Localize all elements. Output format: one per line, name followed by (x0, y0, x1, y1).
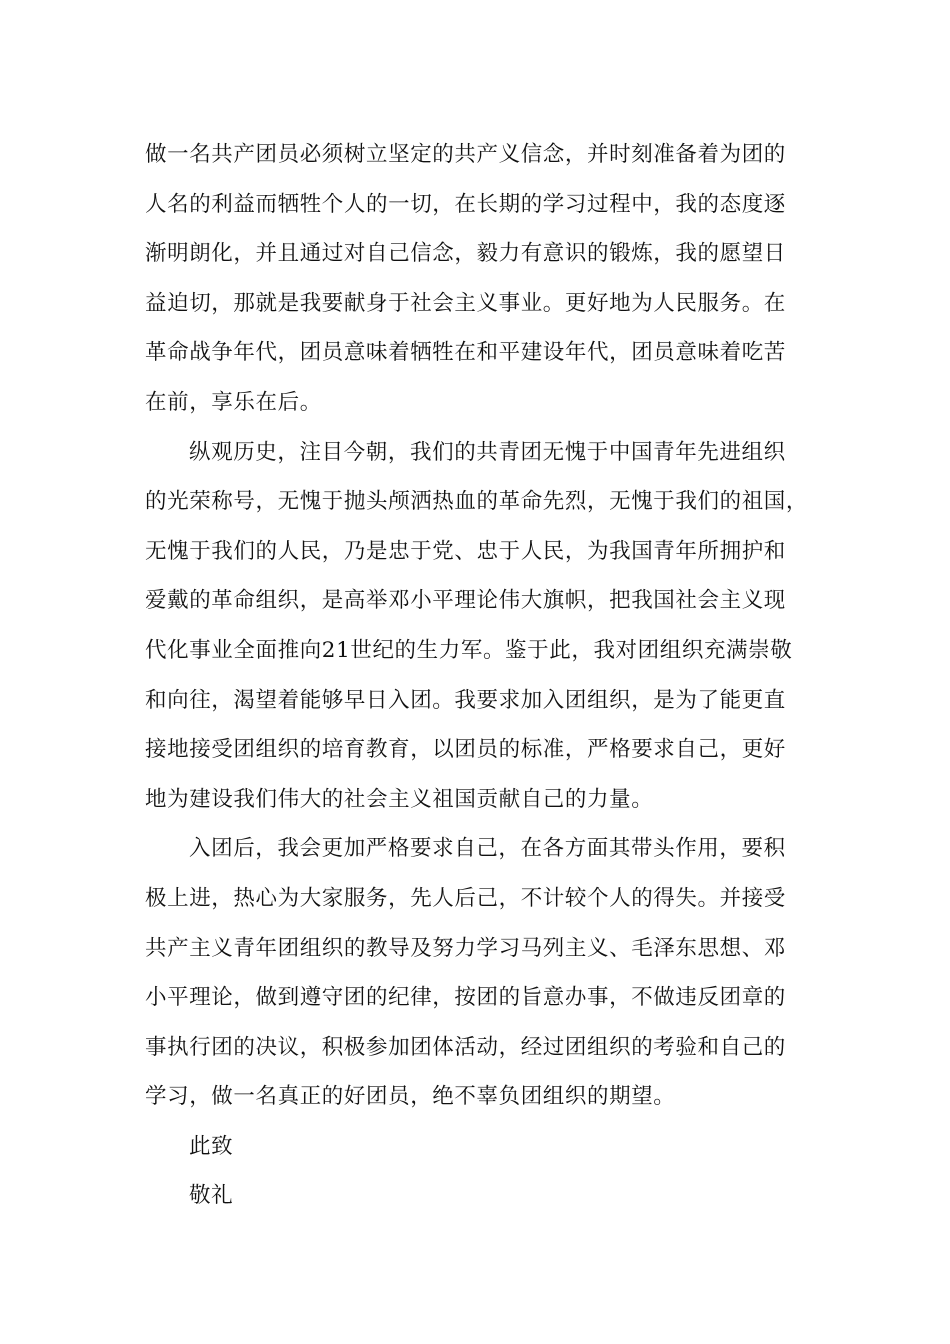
closing-salutation: 此致 (189, 1133, 234, 1159)
paragraph-line: 和向往，渴望着能够早日入团。我要求加入团组织，是为了能更直 (145, 687, 786, 713)
paragraph-line: 的光荣称号，无愧于抛头颅洒热血的革命先烈，无愧于我们的祖国， (145, 489, 809, 515)
closing-regards: 敬礼 (189, 1183, 234, 1209)
paragraph-1 (145, 130, 817, 428)
paragraph-3 (145, 824, 817, 1122)
paragraph-line: 爱戴的革命组织，是高举邓小平理论伟大旗帜，把我国社会主义现 (145, 588, 786, 614)
paragraph-line: 纵观历史，注目今朝，我们的共青团无愧于中国青年先进组织 (189, 439, 786, 465)
paragraph-line: 无愧于我们的人民，乃是忠于党、忠于人民，为我国青年所拥护和 (145, 538, 786, 564)
paragraph-line: 代化事业全面推向21世纪的生力军。鉴于此，我对团组织充满崇敬 (145, 637, 793, 663)
paragraph-line: 在前，享乐在后。 (145, 389, 322, 415)
paragraph-line: 革命战争年代，团员意味着牺牲在和平建设年代，团员意味着吃苦 (145, 340, 786, 366)
paragraph-line: 共产主义青年团组织的教导及努力学习马列主义、毛泽东思想、邓 (145, 935, 786, 961)
paragraph-line: 入团后，我会更加严格要求自己，在各方面其带头作用，要积 (189, 836, 786, 862)
paragraph-line: 接地接受团组织的培育教育，以团员的标准，严格要求自己，更好 (145, 737, 786, 763)
paragraph-line: 渐明朗化，并且通过对自己信念，毅力有意识的锻炼，我的愿望日 (145, 241, 786, 267)
letter-body (145, 130, 817, 1221)
paragraph-line: 地为建设我们伟大的社会主义祖国贡献自己的力量。 (145, 786, 654, 812)
paragraph-line: 事执行团的决议，积极参加团体活动，经过团组织的考验和自己的 (145, 1034, 786, 1060)
paragraph-line: 小平理论，做到遵守团的纪律，按团的旨意办事，不做违反团章的 (145, 985, 786, 1011)
paragraph-line: 益迫切，那就是我要献身于社会主义事业。更好地为人民服务。在 (145, 290, 786, 316)
paragraph-line: 极上进，热心为大家服务，先人后己，不计较个人的得失。并接受 (145, 885, 786, 911)
paragraph-2 (145, 428, 817, 825)
paragraph-line: 学习，做一名真正的好团员，绝不辜负团组织的期望。 (145, 1084, 676, 1110)
paragraph-line: 做一名共产团员必须树立坚定的共产义信念，并时刻准备着为团的 (145, 142, 786, 167)
paragraph-line: 人名的利益而牺牲个人的一切，在长期的学习过程中，我的态度逐 (145, 191, 786, 217)
